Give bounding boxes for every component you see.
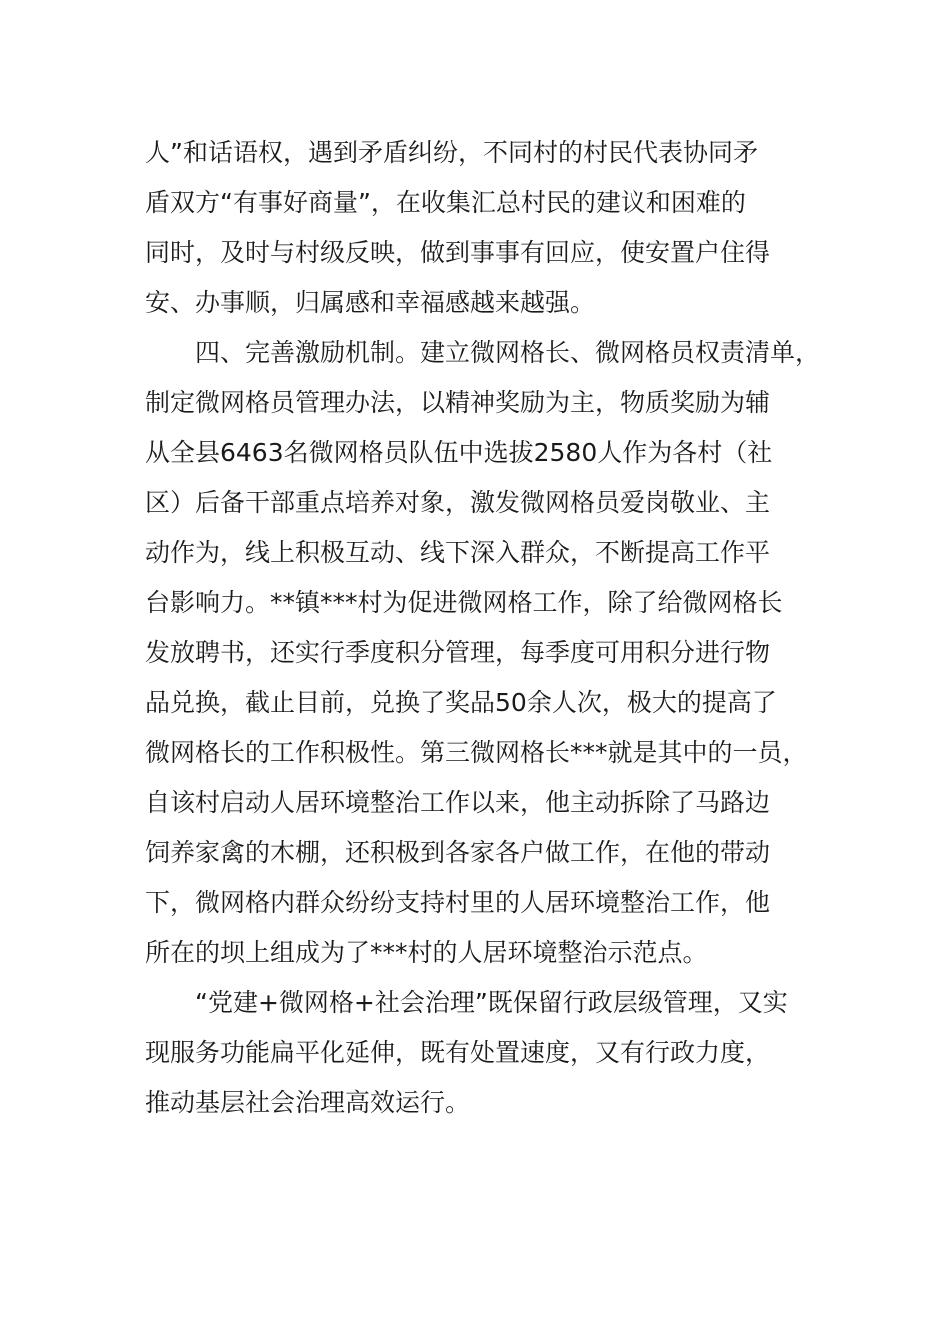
document-body xyxy=(145,128,835,1128)
text-line: “党建+微网格+社会治理”既保留行政层级管理，又实 xyxy=(145,988,788,1017)
text-line: 从全县6463名微网格员队伍中选拔2580人作为各村（社 xyxy=(145,438,773,467)
text-line: 同时，及时与村级反映，做到事事有回应，使安置户住得 xyxy=(145,238,771,267)
text-line: 制定微网格员管理办法，以精神奖励为主，物质奖励为辅 xyxy=(145,388,771,417)
text-line: 下，微网格内群众纷纷支持村里的人居环境整治工作，他 xyxy=(145,888,771,917)
text-line: 发放聘书，还实行季度积分管理，每季度可用积分进行物 xyxy=(145,638,771,667)
text-line: 四、完善激励机制。建立微网格长、微网格员权责清单， xyxy=(145,338,821,367)
text-line: 人”和话语权，遇到矛盾纠纷，不同村的村民代表协同矛 xyxy=(145,138,758,167)
text-line: 品兑换，截止目前，兑换了奖品50余人次，极大的提高了 xyxy=(145,688,777,717)
text-line: 自该村启动人居环境整治工作以来，他主动拆除了马路边 xyxy=(145,788,771,817)
text-line: 台影响力。**镇***村为促进微网格工作，除了给微网格长 xyxy=(145,588,783,617)
text-line: 区）后备干部重点培养对象，激发微网格员爱岗敬业、主 xyxy=(145,488,771,517)
text-line: 动作为，线上积极互动、线下深入群众，不断提高工作平 xyxy=(145,538,771,567)
text-line: 推动基层社会治理高效运行。 xyxy=(145,1088,471,1117)
text-line: 微网格长的工作积极性。第三微网格长***就是其中的一员， xyxy=(145,738,808,767)
text-line: 盾双方“有事好商量”，在收集汇总村民的建议和困难的 xyxy=(145,188,746,217)
text-line: 安、办事顺，归属感和幸福感越来越强。 xyxy=(145,288,596,317)
text-line: 饲养家禽的木棚，还积极到各家各户做工作，在他的带动 xyxy=(145,838,771,867)
text-line: 现服务功能扁平化延伸，既有处置速度，又有行政力度， xyxy=(145,1038,771,1067)
text-line: 所在的坝上组成为了***村的人居环境整治示范点。 xyxy=(145,938,708,967)
